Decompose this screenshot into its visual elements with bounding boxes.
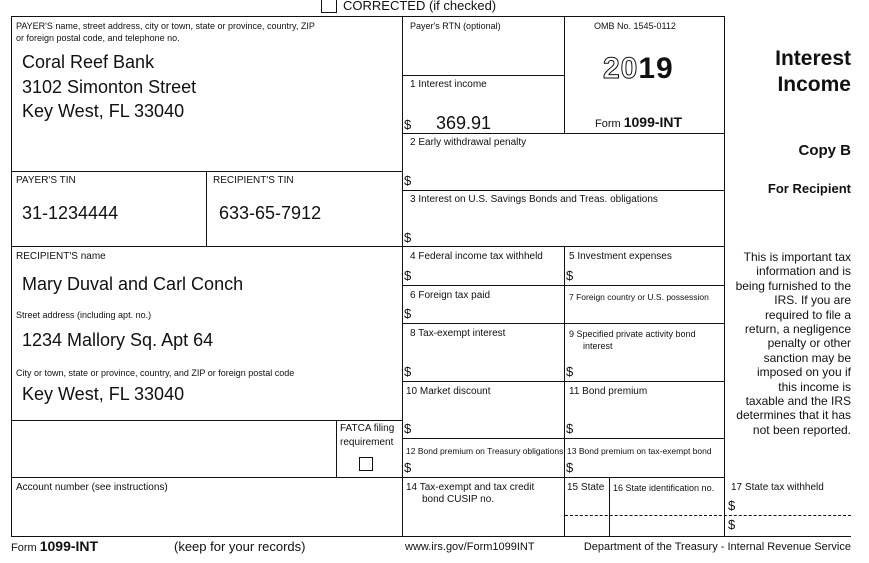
footer-url: www.irs.gov/Form1099INT bbox=[405, 541, 535, 553]
box6-label: 6 Foreign tax paid bbox=[410, 290, 491, 301]
divider-boxes-4-13 bbox=[564, 246, 565, 537]
payer-label: PAYER'S name, street address, city or town, state or province, country, ZIP bbox=[16, 21, 315, 31]
notice-line: taxable and the IRS bbox=[745, 394, 851, 409]
copy-subtitle: For Recipient bbox=[767, 181, 851, 196]
line-fatca-bottom bbox=[11, 477, 725, 478]
line-recipient-bottom bbox=[11, 420, 403, 421]
form-bottom-border bbox=[11, 536, 851, 537]
tax-year-suffix: 19 bbox=[638, 52, 674, 85]
footer-form-prefix: Form bbox=[11, 542, 37, 554]
rtn-label: Payer's RTN (optional) bbox=[410, 21, 501, 31]
notice-line: return, a negligence bbox=[744, 322, 851, 337]
divider-fatca bbox=[336, 420, 337, 477]
recipient-city: Key West, FL 33040 bbox=[22, 384, 185, 404]
box8-label: 8 Tax-exempt interest bbox=[410, 328, 506, 339]
form-title-line1: Interest bbox=[775, 47, 851, 70]
box14-label-line1: 14 Tax-exempt and tax credit bbox=[406, 482, 535, 493]
footer-dept: Department of the Treasury - Internal Revenue Service bbox=[583, 541, 851, 553]
payer-label-2: or foreign postal code, and telephone no. bbox=[16, 33, 180, 43]
state-row-divider bbox=[565, 515, 851, 516]
box11-label: 11 Bond premium bbox=[569, 386, 648, 397]
divider-left-right bbox=[402, 16, 403, 537]
line-box6-bottom bbox=[402, 323, 725, 324]
notice-line: being furnished to the bbox=[735, 278, 851, 293]
box5-dollar: $ bbox=[566, 268, 574, 283]
notice-line: sanction may be bbox=[763, 350, 851, 365]
omb-form-prefix: Form bbox=[595, 118, 621, 130]
line-payer-bottom bbox=[11, 171, 403, 172]
box3-label: 3 Interest on U.S. Savings Bonds and Treas. obligations bbox=[410, 194, 658, 205]
box9-dollar: $ bbox=[566, 364, 574, 379]
box15-label: 15 State bbox=[567, 482, 605, 493]
box1-interest-income: 369.91 bbox=[436, 113, 492, 133]
notice-line: This is important tax bbox=[743, 250, 851, 264]
footer-form-id bbox=[11, 538, 98, 554]
fatca-label-line2: requirement bbox=[340, 437, 394, 448]
footer-keep-note: (keep for your records) bbox=[174, 539, 306, 554]
box2-dollar: $ bbox=[404, 173, 412, 188]
box5-label: 5 Investment expenses bbox=[569, 251, 672, 262]
recipient-name-label: RECIPIENT'S name bbox=[16, 251, 106, 262]
notice-line: IRS. If you are bbox=[774, 293, 851, 308]
line-rtn-bottom bbox=[402, 75, 565, 76]
recipient-name: Mary Duval and Carl Conch bbox=[22, 274, 244, 294]
divider-tin bbox=[206, 171, 207, 246]
fatca-checkbox[interactable] bbox=[359, 457, 373, 471]
line-tin-bottom bbox=[11, 246, 725, 247]
box2-label: 2 Early withdrawal penalty bbox=[410, 137, 527, 148]
corrected-label: CORRECTED (if checked) bbox=[343, 0, 497, 13]
notice-line: information and is bbox=[756, 264, 851, 279]
notice-line: not been reported. bbox=[752, 422, 851, 437]
recipient-street: 1234 Mallory Sq. Apt 64 bbox=[22, 330, 214, 350]
recipient-city-label: City or town, state or province, country, and ZIP or foreign postal code bbox=[16, 368, 295, 378]
box13-label: 13 Bond premium on tax-exempt bond bbox=[567, 446, 712, 456]
line-box8-bottom bbox=[402, 381, 725, 382]
corrected-checkbox[interactable] bbox=[321, 0, 337, 13]
notice-line: imposed on you if bbox=[756, 365, 851, 380]
form-right-border bbox=[724, 16, 725, 537]
box1-label: 1 Interest income bbox=[410, 79, 487, 90]
box3-dollar: $ bbox=[404, 230, 412, 245]
line-box10-bottom bbox=[402, 438, 725, 439]
form-left-border bbox=[11, 16, 12, 536]
payer-name: Coral Reef Bank bbox=[22, 52, 155, 72]
box17-label: 17 State tax withheld bbox=[731, 482, 824, 493]
fatca-label-line1: FATCA filing bbox=[340, 423, 395, 434]
divider-box15-16 bbox=[609, 478, 610, 537]
box10-label: 10 Market discount bbox=[406, 386, 491, 397]
notice-line: determines that it has bbox=[736, 408, 851, 423]
line-box2-bottom bbox=[402, 190, 725, 191]
account-label: Account number (see instructions) bbox=[16, 482, 168, 493]
line-box4-bottom bbox=[402, 285, 725, 286]
footer-form-name: 1099-INT bbox=[39, 538, 99, 554]
omb-form-id bbox=[595, 114, 682, 130]
box4-label: 4 Federal income tax withheld bbox=[410, 251, 543, 262]
box1-dollar: $ bbox=[404, 117, 412, 132]
tax-year-prefix: 20 bbox=[603, 52, 639, 85]
recipient-tin-label: RECIPIENT'S TIN bbox=[213, 175, 294, 186]
box9-label-line1: 9 Specified private activity bond bbox=[569, 329, 696, 339]
box12-dollar: $ bbox=[404, 460, 412, 475]
form-top-border bbox=[11, 16, 725, 17]
box9-label-line2: interest bbox=[583, 341, 613, 351]
box8-dollar: $ bbox=[404, 364, 412, 379]
tax-year bbox=[603, 52, 674, 86]
box7-label: 7 Foreign country or U.S. possession bbox=[569, 292, 709, 302]
box11-dollar: $ bbox=[566, 421, 574, 436]
copy-title: Copy B bbox=[798, 142, 851, 159]
payer-tin-label: PAYER'S TIN bbox=[16, 175, 76, 186]
box17-dollar-2: $ bbox=[728, 517, 736, 532]
omb-form-name: 1099-INT bbox=[623, 114, 683, 130]
payer-city: Key West, FL 33040 bbox=[22, 101, 185, 121]
box10-dollar: $ bbox=[404, 421, 412, 436]
box4-dollar: $ bbox=[404, 268, 412, 283]
box13-dollar: $ bbox=[566, 460, 574, 475]
form-title-line2: Income bbox=[777, 73, 851, 96]
recipient-notice bbox=[736, 250, 851, 437]
omb-label: OMB No. 1545-0112 bbox=[594, 21, 676, 31]
box16-label: 16 State identification no. bbox=[613, 483, 715, 493]
box12-label: 12 Bond premium on Treasury obligations bbox=[406, 446, 564, 456]
box14-label-line2: bond CUSIP no. bbox=[422, 494, 495, 505]
box17-dollar-1: $ bbox=[728, 498, 736, 513]
recipient-tin: 633-65-7912 bbox=[219, 203, 322, 223]
recipient-street-label: Street address (including apt. no.) bbox=[16, 310, 152, 320]
notice-line: this income is bbox=[778, 379, 851, 394]
payer-street: 3102 Simonton Street bbox=[22, 77, 197, 97]
notice-line: required to file a bbox=[764, 307, 851, 322]
notice-line: penalty or other bbox=[767, 336, 851, 351]
payer-tin: 31-1234444 bbox=[22, 203, 119, 223]
box6-dollar: $ bbox=[404, 306, 412, 321]
